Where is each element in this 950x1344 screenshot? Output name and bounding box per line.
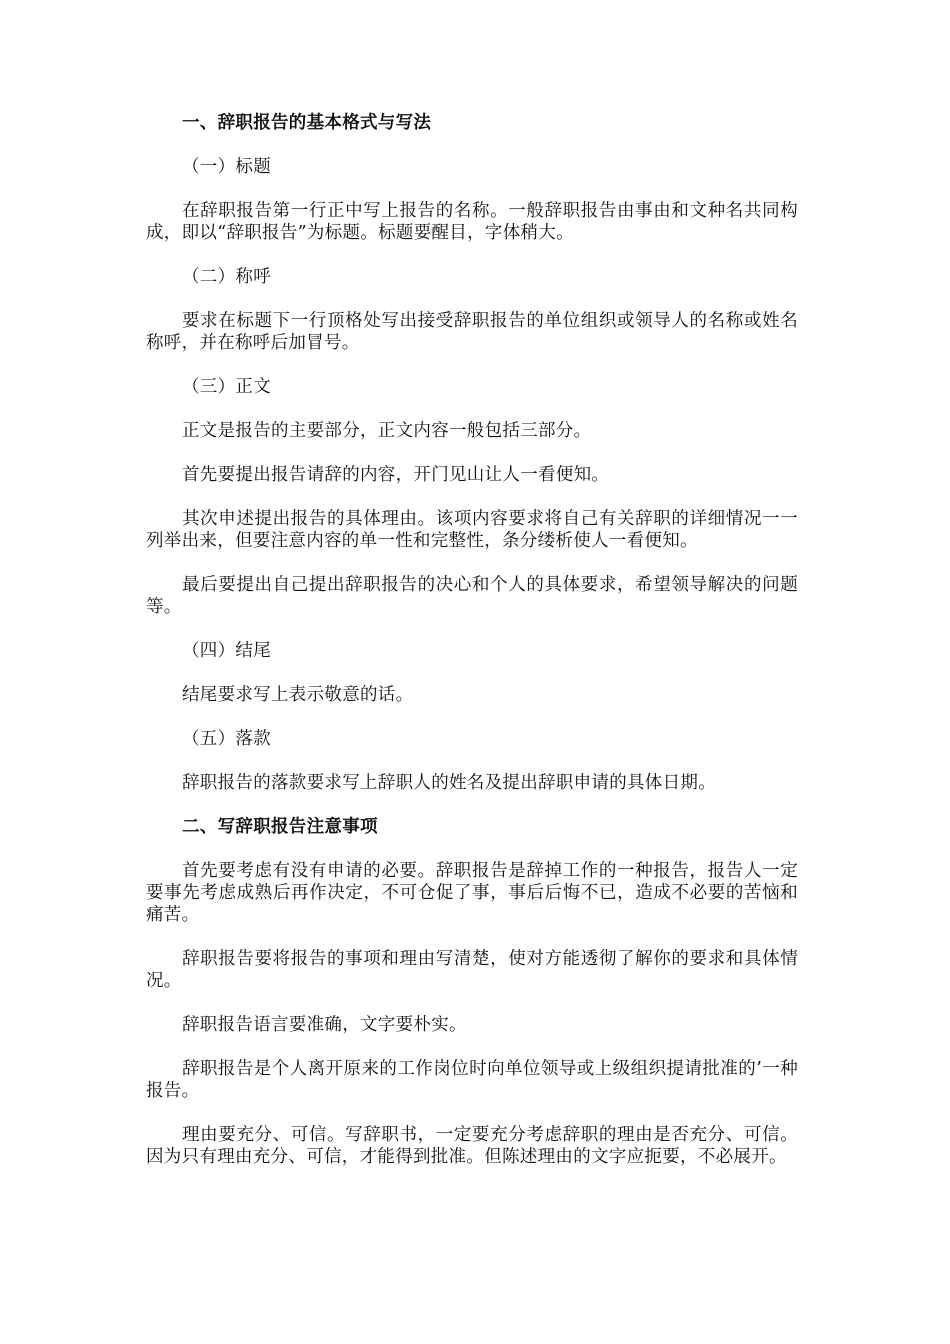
paragraph-notes-3: 辞职报告语言要准确，文字要朴实。	[182, 1015, 467, 1035]
section-heading-2: 二、写辞职报告注意事项	[182, 817, 378, 837]
document-page	[146, 112, 798, 1190]
paragraph-notes-2: 辞职报告要将报告的事项和理由写清楚，使对方能透彻了解你的要求和具体情况。	[146, 949, 798, 991]
paragraph-body-first: 首先要提出报告请辞的内容，开门见山让人一看便知。	[182, 465, 610, 485]
paragraph-notes-1: 首先要考虑有没有申请的必要。辞职报告是辞掉工作的一种报告，报告人一定要事先考虑成熟后再作决定，不可仓促了事，事后后悔不已，造成不必要的苦恼和痛苦。	[146, 861, 798, 925]
paragraph-closing-desc: 结尾要求写上表示敬意的话。	[182, 685, 414, 705]
subheading-body: （三）正文	[182, 377, 271, 397]
subheading-salutation: （二）称呼	[182, 267, 271, 287]
subheading-closing: （四）结尾	[182, 641, 271, 661]
paragraph-signature-desc: 辞职报告的落款要求写上辞职人的姓名及提出辞职申请的具体日期。	[182, 773, 716, 793]
paragraph-body-intro: 正文是报告的主要部分，正文内容一般包括三部分。	[182, 421, 592, 441]
paragraph-notes-5: 理由要充分、可信。写辞职书，一定要充分考虑辞职的理由是否充分、可信。因为只有理由充分、可信，才能得到批准。但陈述理由的文字应扼要，不必展开。	[146, 1125, 798, 1167]
paragraph-body-last: 最后要提出自己提出辞职报告的决心和个人的具体要求，希望领导解决的问题等。	[146, 575, 798, 617]
paragraph-body-second: 其次申述提出报告的具体理由。该项内容要求将自己有关辞职的详细情况一一列举出来，但要注意内容的单一性和完整性，条分缕析使人一看便知。	[146, 509, 798, 551]
paragraph-title-desc: 在辞职报告第一行正中写上报告的名称。一般辞职报告由事由和文种名共同构成，即以“辞职报告”为标题。标题要醒目，字体稍大。	[146, 201, 798, 243]
subheading-signature: （五）落款	[182, 729, 271, 749]
section-heading-1: 一、辞职报告的基本格式与写法	[182, 113, 432, 133]
subheading-title: （一）标题	[182, 157, 271, 177]
paragraph-notes-4: 辞职报告是个人离开原来的工作岗位时向单位领导或上级组织提请批准的’一种报告。	[146, 1059, 798, 1101]
paragraph-salutation-desc: 要求在标题下一行顶格处写出接受辞职报告的单位组织或领导人的名称或姓名称呼，并在称呼后加冒号。	[146, 311, 798, 353]
